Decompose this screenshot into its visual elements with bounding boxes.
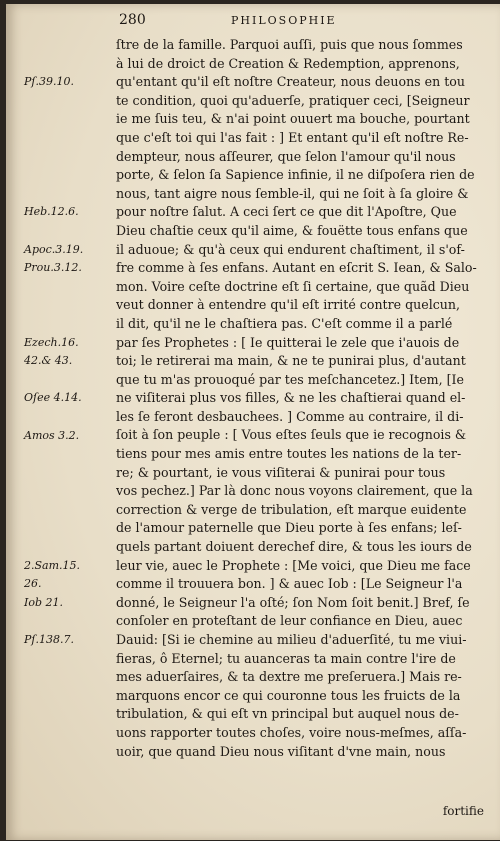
margin-reference: Iob 21. bbox=[24, 596, 63, 609]
text-line: ſoit à ſon peuple : [ Vous eſtes ſeuls que ie recognois & bbox=[116, 427, 467, 443]
text-line: leur vie, auec le Prophete : [Me voici, que Dieu me face bbox=[116, 557, 471, 573]
text-line: uons rapporter toutes choſes, voire nous-meſmes, aſſa- bbox=[116, 724, 467, 740]
text-line: tiens pour mes amis entre toutes les nations de la ter- bbox=[116, 446, 462, 462]
text-line: par ſes Prophetes : [ Ie quitterai le zele que i'auois de bbox=[116, 334, 460, 350]
margin-reference: Pſ.138.7. bbox=[24, 633, 74, 647]
text-line: il aduoue; & qu'à ceux qui endurent chaſtiment, il s'of- bbox=[116, 241, 465, 257]
text-line: donné, le Seigneur l'a oſté; ſon Nom ſoit benit.] Bref, ſe bbox=[116, 594, 470, 610]
margin-reference: Heb.12.6. bbox=[24, 205, 79, 219]
margin-reference: Oſee 4.14. bbox=[24, 391, 82, 405]
text-line: que c'eſt toi qui l'as fait : ] Et entant qu'il eſt noſtre Re- bbox=[116, 129, 469, 145]
text-line: ne viſiterai plus vos filles, & ne les chaſtierai quand el- bbox=[116, 390, 466, 406]
text-line: quels partant doiuent derechef dire, & tous les iours de bbox=[116, 539, 472, 555]
text-line: nous, tant aigre nous ſemble-il, qui ne ſoit à ſa gloire & bbox=[116, 185, 469, 201]
text-line: porte, & ſelon ſa Sapience infinie, il ne diſpoſera rien de bbox=[116, 167, 475, 183]
text-line: marquons encor ce qui couronne tous les fruicts de la bbox=[116, 687, 461, 703]
text-line: tribulation, & qui eſt vn principal but auquel nous de- bbox=[116, 706, 459, 722]
margin-reference: Ezech.16. bbox=[24, 335, 79, 349]
margin-reference: Apoc.3.19. bbox=[24, 242, 84, 256]
text-line: comme il trouuera bon. ] & auec Iob : [Le Seigneur l'a bbox=[116, 576, 463, 592]
text-line: pour noſtre ſalut. A ceci ſert ce que dit l'Apoſtre, Que bbox=[116, 204, 457, 220]
text-line: correction & verge de tribulation, eſt marque euidente bbox=[116, 501, 467, 517]
text-line: te condition, quoi qu'aduerſe, pratiquer ceci, [Seigneur bbox=[116, 92, 470, 108]
text-line: dempteur, nous aſſeurer, que ſelon l'amour qu'il nous bbox=[116, 148, 456, 164]
text-line: Dauid: [Si ie chemine au milieu d'aduerſité, tu me viui- bbox=[116, 632, 467, 647]
margin-reference: Amos 3.2. bbox=[24, 428, 80, 442]
body-text bbox=[116, 36, 490, 761]
text-line: mon. Voire ceſte doctrine eſt ſi certaine, que quãd Dieu bbox=[116, 278, 470, 294]
text-line: fre comme à ſes enfans. Autant en eſcrit S. Iean, & Salo- bbox=[116, 260, 477, 276]
text-line: fieras, ô Eternel; tu auanceras ta main contre l'ire de bbox=[116, 650, 456, 666]
text-line: il dit, qu'il ne le chaſtiera pas. C'eſt comme il a parlé bbox=[116, 315, 453, 331]
catchword: fortifie bbox=[442, 804, 484, 818]
text-line: à lui de droict de Creation & Redemption, apprenons, bbox=[116, 55, 460, 71]
text-line: toi; le retirerai ma main, & ne te punirai plus, d'autant bbox=[116, 353, 466, 369]
text-line: Dieu chaſtie ceux qu'il aime, & fouëtte tous enfans que bbox=[116, 222, 468, 238]
margin-reference: Prou.3.12. bbox=[24, 261, 82, 275]
margin-reference: 2.Sam.15. bbox=[24, 558, 81, 572]
running-head: PHILOSOPHIE bbox=[231, 14, 337, 27]
text-line: mes aduerſaires, & ta dextre me preſeruera.] Mais re- bbox=[116, 669, 462, 685]
margin-reference: 42.& 43. bbox=[24, 354, 73, 368]
book-page bbox=[6, 4, 500, 840]
text-line: les ſe feront desbauchees. ] Comme au contraire, il di- bbox=[116, 408, 464, 424]
text-line: vos pechez.] Par là donc nous voyons clairement, que la bbox=[116, 483, 473, 499]
page-header bbox=[6, 12, 500, 32]
text-line: qu'entant qu'il eſt noſtre Createur, nous deuons en tou bbox=[116, 74, 465, 90]
margin-reference: 26. bbox=[24, 577, 42, 591]
text-line: uoir, que quand Dieu nous viſitant d'vne main, nous bbox=[116, 743, 446, 759]
text-line: ſtre de la famille. Parquoi auſſi, puis que nous ſommes bbox=[116, 37, 463, 52]
text-line: de l'amour paternelle que Dieu porte à ſes enfans; leſ- bbox=[116, 520, 462, 536]
text-line: conſoler en proteſtant de leur confiance en Dieu, auec bbox=[116, 613, 463, 629]
text-line: ie me ſuis teu, & n'ai point ouuert ma bouche, pourtant bbox=[116, 111, 470, 127]
margin-reference: Pſ.39.10. bbox=[24, 75, 74, 89]
page-number: 280 bbox=[119, 12, 146, 28]
text-line: veut donner à entendre qu'il eſt irrité contre quelcun, bbox=[116, 297, 461, 313]
text-line: re; & pourtant, ie vous viſiterai & punirai pour tous bbox=[116, 464, 446, 480]
text-line: que tu m'as prouoqué par tes meſchancetez.] Item, [Ie bbox=[116, 371, 464, 387]
